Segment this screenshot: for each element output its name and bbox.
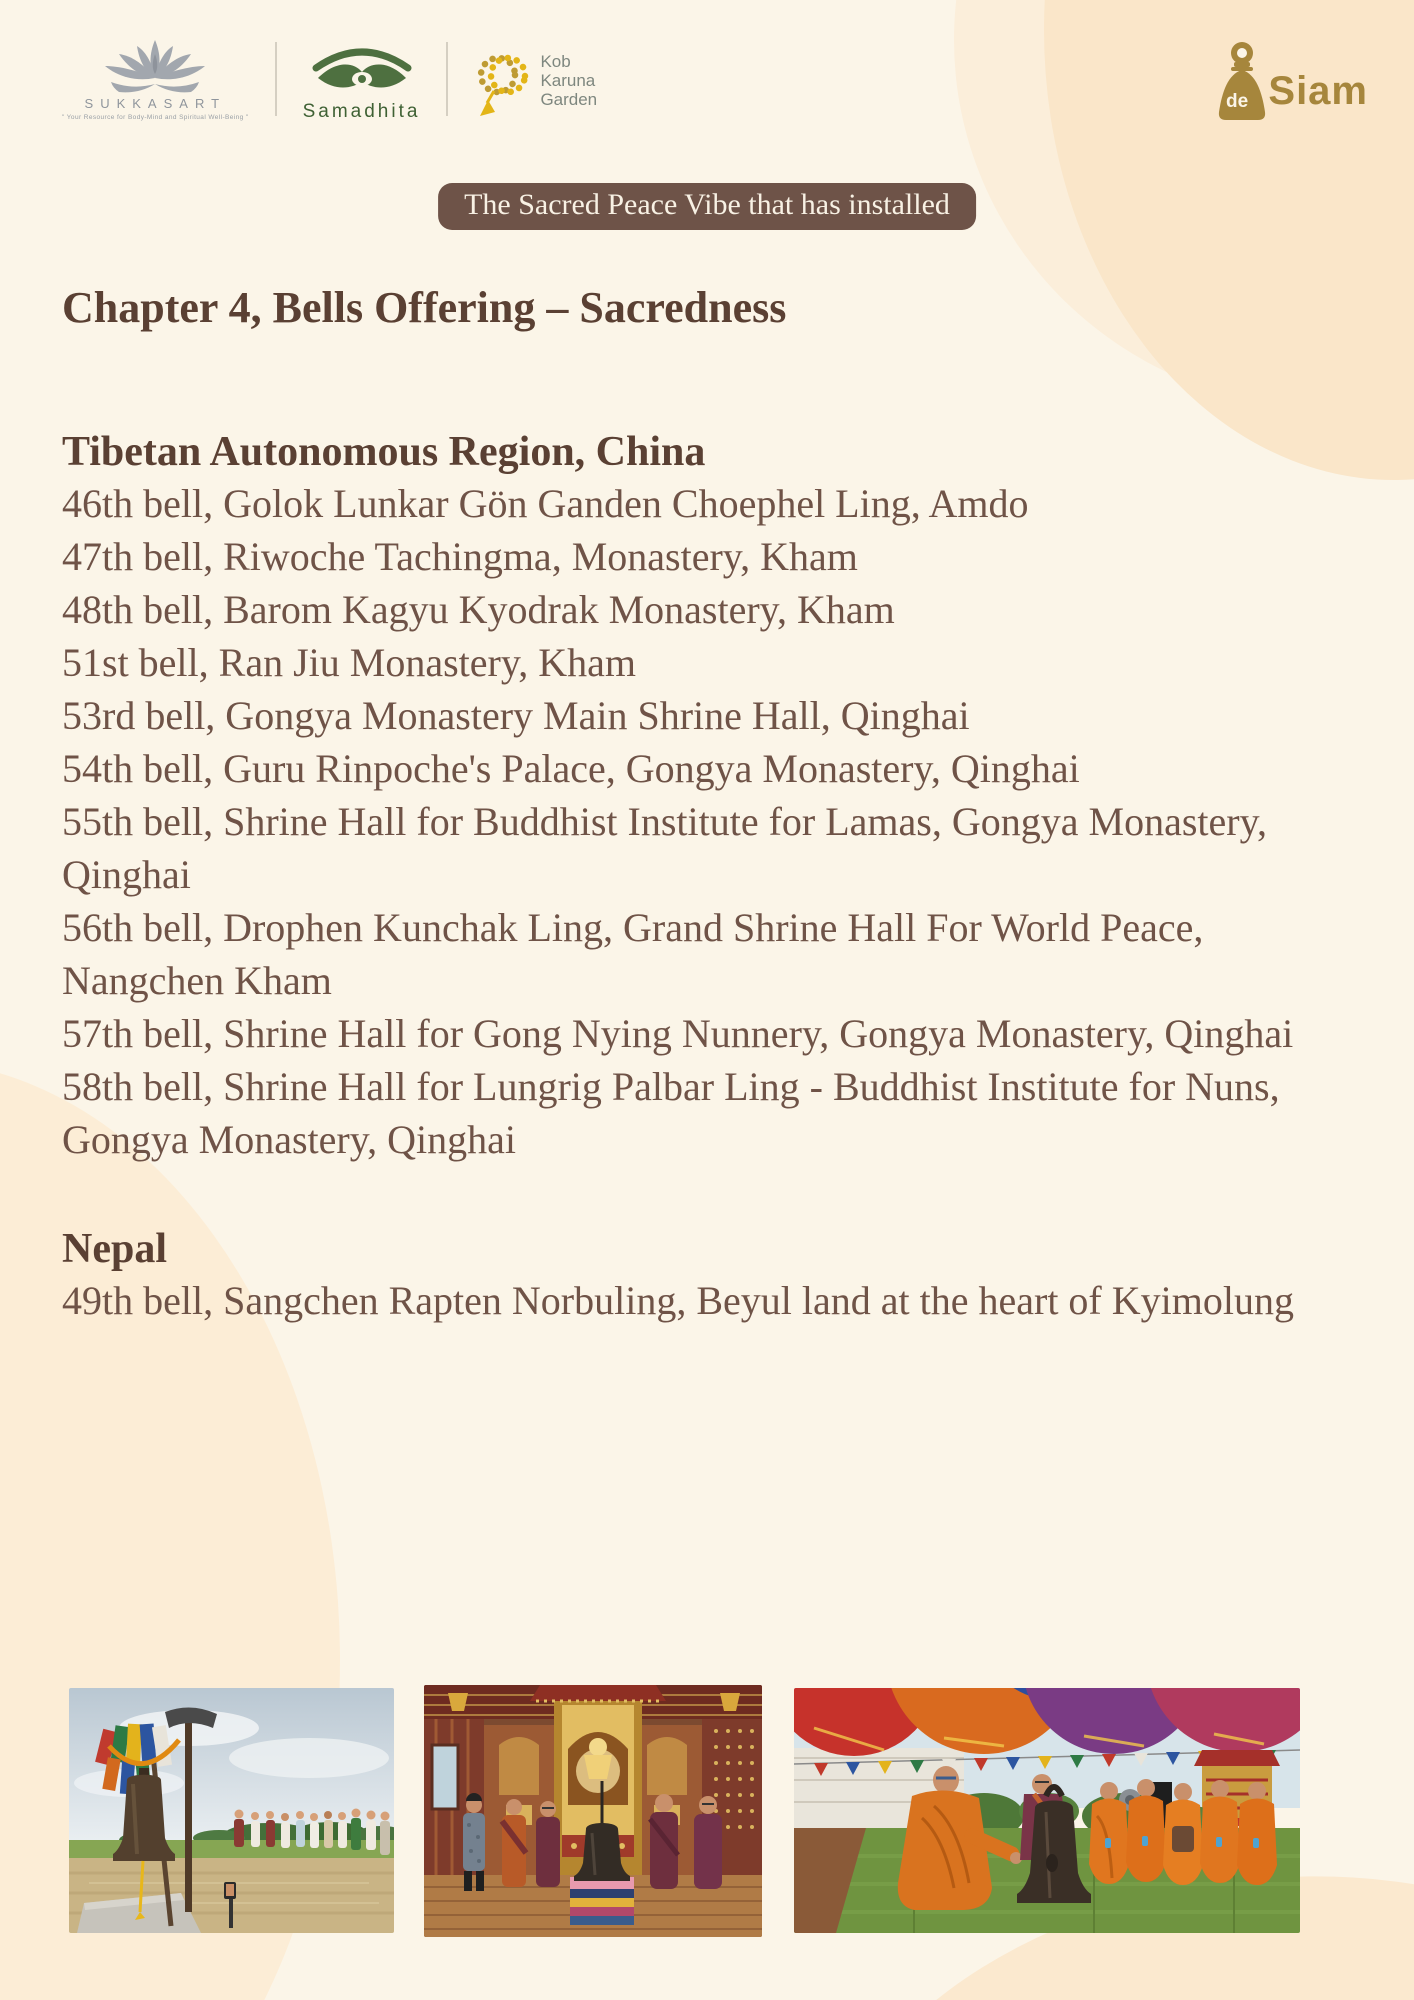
mala-beads-icon: [474, 45, 530, 117]
desiam-de-text: de: [1226, 91, 1249, 112]
bell-list-item: 48th bell, Barom Kagyu Kyodrak Monastery, Kham: [62, 587, 895, 632]
bell-list-item: 56th bell, Drophen Kunchak Ling, Grand Shrine Hall For World Peace, Nangchen Kham: [62, 905, 1204, 1003]
photo-canopy-monks-bell: [794, 1688, 1300, 1933]
eye-icon: [310, 42, 414, 96]
page-title: Chapter 4, Bells Offering – Sacredness: [62, 283, 787, 332]
main-content: [62, 283, 1302, 1327]
bell-list-item: 53rd bell, Gongya Monastery Main Shrine Hall, Qinghai: [62, 693, 970, 738]
karuna-line: Karuna: [540, 71, 596, 90]
photo-monastery-shrine-hall: [424, 1685, 762, 1937]
sukkasart-wordmark: SUKKASART: [84, 96, 227, 111]
samadhita-wordmark: Samadhita: [302, 101, 421, 122]
bell-list-item: 58th bell, Shrine Hall for Lungrig Palbar Ling - Buddhist Institute for Nuns, Gongya Monastery, Qinghai: [62, 1064, 1280, 1162]
samadhita-logo: [303, 34, 421, 123]
logo-divider: [446, 42, 448, 116]
desiam-logo: [1212, 40, 1368, 124]
header: [62, 34, 1368, 124]
photo-field-bell-ceremony: [69, 1688, 394, 1933]
desiam-wordmark: Siam: [1268, 69, 1368, 113]
bell-icon: [1212, 40, 1272, 124]
peace-vibe-badge: The Sacred Peace Vibe that has installed: [438, 183, 976, 230]
lotus-icon: [99, 36, 211, 94]
bell-list-item: 51st bell, Ran Jiu Monastery, Kham: [62, 640, 637, 685]
section-heading-nepal: Nepal: [62, 1226, 167, 1272]
bell-list-item: 57th bell, Shrine Hall for Gong Nying Nunnery, Gongya Monastery, Qinghai: [62, 1011, 1294, 1056]
bell-list-item: 55th bell, Shrine Hall for Buddhist Institute for Lamas, Gongya Monastery, Qinghai: [62, 799, 1267, 897]
sukkasart-tagline: " Your Resource for Body-Mind and Spiritual Well-Being ": [62, 114, 249, 121]
kob-karuna-garden-logo: [474, 41, 597, 117]
garden-line: Garden: [540, 90, 598, 109]
bell-list-item: 47th bell, Riwoche Tachingma, Monastery, Kham: [62, 534, 858, 579]
kob-karuna-wordmark: [540, 52, 597, 109]
section-heading-tibet: Tibetan Autonomous Region, China: [62, 429, 706, 475]
bell-list-item: 49th bell, Sangchen Rapten Norbuling, Beyul land at the heart of Kyimolung: [62, 1278, 1294, 1323]
bell-list-item: 46th bell, Golok Lunkar Gön Ganden Choephel Ling, Amdo: [62, 481, 1029, 526]
kob-line: Kob: [540, 52, 571, 71]
bell-list-item: 54th bell, Guru Rinpoche's Palace, Gongya Monastery, Qinghai: [62, 746, 1080, 791]
partner-logos: [62, 34, 597, 123]
logo-divider: [275, 42, 277, 116]
sukkasart-logo: [62, 36, 249, 121]
